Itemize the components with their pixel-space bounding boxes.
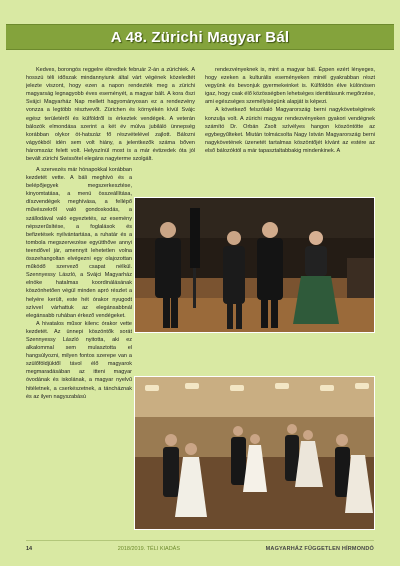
photo-stage-speakers	[134, 197, 375, 333]
dance-photo-illustration	[135, 377, 375, 530]
article-title-bar	[6, 24, 394, 50]
paragraph: A hivatalos műsor kilenc órakor vette kezdetét. Az ünnepi köszöntők sorát Szennyessy László nyitotta, aki ez alkalommal sem mulasztotta el hangsúlyozni, milyen fontos szerepe van a szülőföldjüktől távol élő magyarok megmaradásában az itteni magyar óvodának és iskolának, a magyar nyelvű hitéletnek, a cserkészetnek, a táncháznak és az ilyen nagyszabású	[26, 320, 132, 400]
page-number: 14	[26, 546, 33, 552]
publication-name: MAGYARHÁZ FÜGGETLEN HÍRMONDÓ	[265, 546, 374, 552]
text-column-left-top	[26, 66, 195, 163]
photo-dancing-couples	[134, 376, 375, 530]
paragraph: A szervezés már hónapokkal korábban kezdetét vette. A báli meghívó és a belépőjegyek megszerkesztése, kinyomtatása, a menü összeállítása, díszvendégek meghívása, a fellépő művészekről való gondoskodás, a szállodával való egyeztetés, az esemény népszerűsítése, a foglalások és befizetések nyilvántartása, a ruhatár és a tombola megszervezése együtthőve annyi teendővel jár, amennyit lehetetlen volna összehangoltan elvégezni egy olajozottan működő szervező csapat nélkül. Szennyessy László, a Svájci Magyarház elnöke hatalmas koordinálásának köszönhetően végül minden apró részlet a helyére került, este hét órakor nyugodt szívvel várhattuk az elegánsabbnál elegánsabb ruhában érkező vendégeket.	[26, 167, 132, 319]
issue-label: 2018/2019. TÉLI KIADÁS	[117, 546, 181, 552]
footer-divider	[26, 540, 374, 541]
paragraph: A következő felszólaló Magyarország berni nagykövetségének konzulja volt. A zürichi magyar rendezvényeken gyakori vendégnek számító Dr. Orbán Zsolt szívélyes hangon köszöntötte az egybegyűlteket. Miután tolmácsolta Nagy István Magyarország berni nagykövetének üzenetét tartalmas köszöntőjét kívánt az estére az első bálozóktól a már tapasztaltabbakig mindenkinek. A	[205, 107, 375, 154]
page-footer	[26, 544, 374, 554]
stage-photo-illustration	[135, 198, 375, 333]
text-column-right-top	[205, 66, 375, 183]
paragraph: Kedves, borongós reggelre ébredtek február 2-án a zürichiek. A hosszú téli időszak mindannyiunk által várt végének közeledtét jelezte viszont, hogy ezen a napon rendezték meg a zürichi magyarság legnagyobb éves eseményét, a magyar bált. A kora őszi Svájci Magyarház Nap mellett hagyományosan ez a rendezvény vonzza a legtöbb résztvevőt. Zürichen és környékén kívül Svájc egész területéről és külföldről is érkeztek vendégek. A veterán bálozók elmondása szerint a két év múlva jubiláló ünnepség korábban olykor öt-hatszáz fő részvételével zajlott. Bálozni vágyókból idén sem volt hiány, a jelentkezők száma bőven háromszáz felett volt. Helyszínül most is a már évtizedek óta jól bevált zürichi Swissôtel elegáns nagyterme szolgált.	[26, 67, 195, 163]
text-column-left-middle	[26, 166, 132, 527]
paragraph: rendezvényeknek is, mint a magyar bál. Éppen ezért lényeges, hogy ezeken a kulturális eseményeken minél gyakrabban részt vegyünk és bevonjuk gyermekeinket is. Külföldön élve különösen igaz, hogy csak élő közösségben lehetséges identitásunk megőrzése, ami egészséges személyiségünk alapját is képezi.	[205, 67, 375, 106]
article-title: A 48. Zürichi Magyar Bál	[110, 28, 290, 46]
